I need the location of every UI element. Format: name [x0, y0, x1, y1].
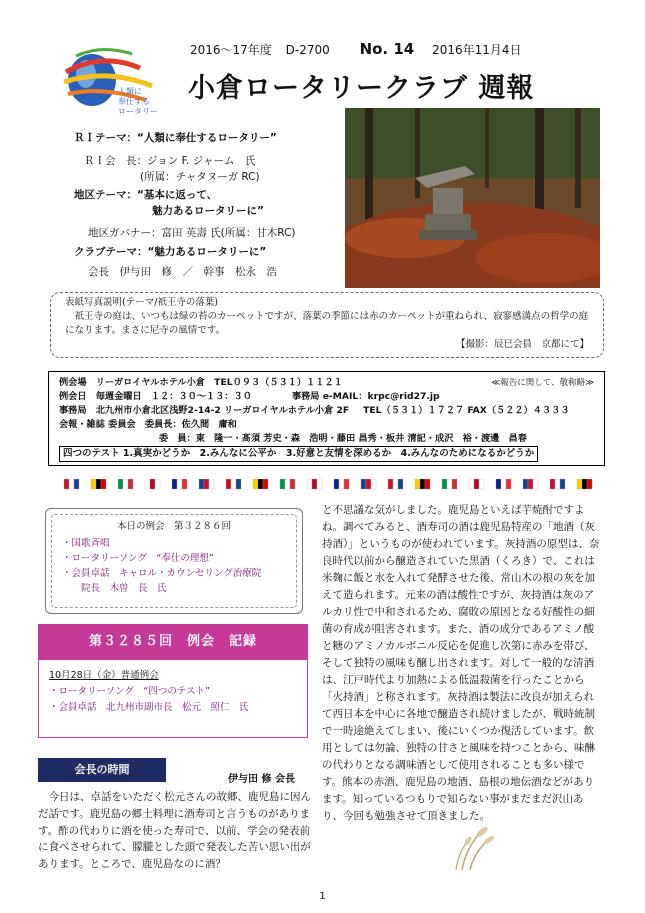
fiscal-year: 2016～17年度 [190, 43, 272, 57]
president-text-right: と不思議な気がしました。鹿児島といえば芋焼酎ですよね。調べてみると、酒寿司の酒は鹿児島特産の「地酒（灰持酒）」というものが使われています。灰持酒の原型は、奈良時代以前から醸造されていた黒酒（くろき）で、これは米麹に飯と水を入れて発酵させた後、常山木の根の灰を加えて造られます。元来の酒は酸性ですが、灰持酒は灰のアルカリ性で中和されるため、腐敗の原因となる好酸性の細菌の育成が阻害されます。また、酒の成分であるアミノ酸と糖のアミノカルボニル反応を促進し次第に赤みを帯び、そして独特の風味も醸し出されます。対して一般的な清酒は、江戸時代より加熱による低温殺菌を行ったことから「火持酒」と称されます。灰持酒は製法に改良が加えられて西日本を中心に各地で醸造され続けましたが、戦時統制で一時途絶えてしまい、後にいくつか復活しています。飲用としては勿論、独特の甘さと風味を持つことから、味醂の代わりとなる調味酒として使用されることも多い様です。熊本の赤酒、鹿児島の地酒、島根の地伝酒などがあります。知っているつもりで知らない事がまだまだ沢山あり、今回も勉強させて頂きました。 [322, 504, 600, 822]
ri-theme: ＲＩテーマ：“人類に奉仕するロータリー” [74, 132, 277, 144]
president-text-left: 今日は、卓話をいただく松元さんの故郷、鹿児島に因んだ話です。鹿児島の郷土料理に酒寿司と言うものがあります。酢の代わりに酒を使った寿司で、以前、学会の発表前に食べさせられて、朦朧とした頭で発表した苦い思い出があります。ところで、鹿児島なのに酒？ [38, 791, 311, 871]
issue-header [190, 40, 532, 58]
svg-text:ロータリー: ロータリー [118, 107, 158, 116]
district-theme: 地区テーマ：“基本に返って、 [74, 189, 218, 201]
meeting-record-box [38, 660, 308, 738]
page-title: 小倉ロータリークラブ 週報 [188, 73, 535, 104]
record-date: 10月28日（金）普通例会 [49, 670, 159, 681]
record-item-1: ・ロータリーソング “四つのテスト” [49, 686, 210, 697]
rotary-logo [62, 42, 172, 122]
ri-president: ＲＩ会 長：ジョン F. ジャーム 氏 [84, 155, 256, 167]
today-meeting-box [45, 508, 303, 614]
today-meeting-heading: 本日の例会 第３２８６回 [116, 521, 231, 532]
meeting-record-heading: 第３２８５回 例会 記録 [38, 624, 308, 660]
flags-strip [64, 476, 604, 488]
photo-caption-box [50, 292, 604, 358]
today-item-3: ・会員卓話 キャロル・カウンセリング治療院 [62, 568, 262, 579]
info-row-office: 事務局 北九州市小倉北区浅野2-14-2 リーガロイヤルホテル小倉 2F TEL（５３１）１７２７ FAX（５２２）４３３３ [59, 405, 570, 416]
info-row-venue: 例会場 リーガロイヤルホテル小倉 TEL０９３（５３１）１１２１ ≪報告に関して、敬称略≫ [59, 377, 594, 388]
today-item-4: 院長 木曽 長 氏 [62, 583, 167, 594]
today-item-2: ・ロータリーソング “奉仕の理想” [62, 553, 214, 564]
page-number: 1 [319, 891, 326, 902]
caption-credit: 【撮影：辰巳会員 京都にて】 [455, 339, 589, 350]
club-officers: 会長 伊与田 修 ／ 幹事 松永 浩 [88, 266, 277, 278]
pampas-grass-illustration [452, 824, 496, 870]
svg-text:人類に: 人類に [118, 87, 142, 96]
cover-photo [345, 108, 600, 288]
caption-title: 表紙写真説明(テーマ/祇王寺の落葉) [65, 297, 219, 308]
email-link[interactable]: 事務局 e-MAIL：krpc@rid27.jp [291, 391, 440, 402]
issue-number: No. 14 [359, 40, 415, 58]
svg-text:奉仕する: 奉仕する [118, 97, 150, 106]
ri-president-club: (所属：チャタヌーガ RC) [140, 171, 260, 183]
president-name: 伊与田 修 会長 [228, 774, 295, 785]
info-row-committee: 会報・雑誌 委員会 委員長：佐久間 庸和 [59, 419, 237, 430]
info-row-members: 委 員：東 隆一・髙須 芳史・森 浩明・藤田 昌秀・板井 清記・成沢 裕・渡邊 昌春 [159, 433, 527, 444]
caption-text: 祇王寺の庭は、いつもは緑の苔のカーペットですが、落葉の季節には赤のカーペットが重ねられ、寂寥感満点の哲学の庭になります。まさに尼寺の風情です。 [65, 311, 589, 336]
president-time-heading: 会長の時間 [38, 758, 166, 782]
info-row-day: 例会日 毎週金曜日 １２：３０～１３：３０ 事務局 e-MAIL：krpc@rid27.jp [59, 391, 440, 402]
club-theme: クラブテーマ：“魅力あるロータリーに” [74, 246, 267, 258]
record-item-2: ・会員卓話 北九州市副市長 松元 照仁 氏 [49, 702, 249, 713]
today-item-1: ・国歌斉唱 [62, 538, 110, 549]
district-theme-line2: 魅力あるロータリーに” [152, 205, 264, 217]
district: D-2700 [285, 43, 330, 57]
issue-date: 2016年11月4日 [432, 43, 522, 57]
club-info-box [48, 371, 605, 466]
district-governor: 地区ガバナー：富田 英壽 氏(所属：甘木RC) [88, 227, 296, 239]
info-row-four-way-test: 四つのテスト 1.真実かどうか 2.みんなに公平か 3.好意と友情を深めるか 4.みんなのためになるかどうか [59, 446, 594, 462]
